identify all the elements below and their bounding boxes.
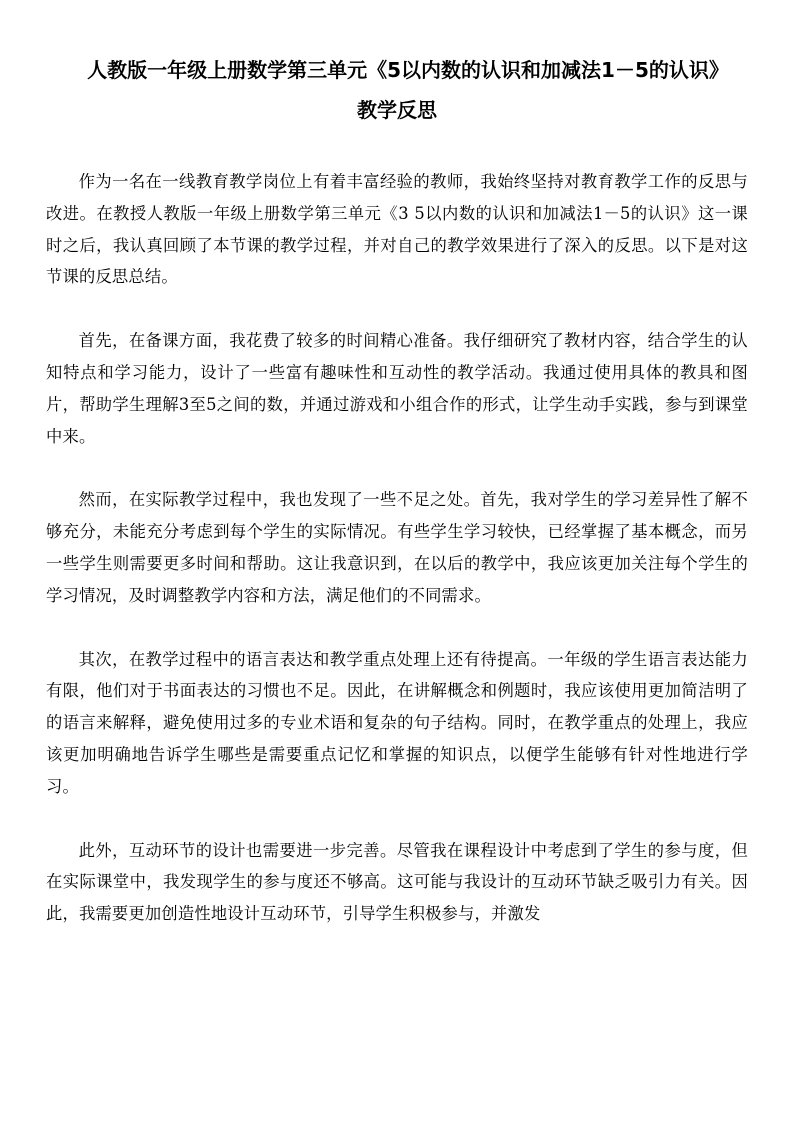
paragraph-shortcomings: 然而，在实际教学过程中，我也发现了一些不足之处。首先，我对学生的学习差异性了解不够充分，未能充分考虑到每个学生的实际情况。有些学生学习较快，已经掌握了基本概念，而另一些学生则需要更多时间和帮助。这让我意识到，在以后的教学中，我应该更加关注每个学生的学习情况，及时调整教学内容和方法，满足他们的不同需求。 [46, 490, 748, 605]
paragraph-preparation: 首先，在备课方面，我花费了较多的时间精心准备。我仔细研究了教材内容，结合学生的认知特点和学习能力，设计了一些富有趣味性和互动性的教学活动。我通过使用具体的教具和图片，帮助学生理解3至5之间的数，并通过游戏和小组合作的形式，让学生动手实践，参与到课堂中来。 [46, 331, 748, 446]
paragraph-intro: 作为一名在一线教育教学岗位上有着丰富经验的教师，我始终坚持对教育教学工作的反思与改进。在教授人教版一年级上册数学第三单元《3 5以内数的认识和加减法1－5的认识》这一课时之后，我认真回顾了本节课的教学过程，并对自己的教学效果进行了深入的反思。以下是对这节课的反思总结。 [46, 172, 748, 287]
title-line-2: 教学反思 [357, 98, 437, 122]
title-line-1: 人教版一年级上册数学第三单元《5以内数的认识和加减法1－5的认识》 [87, 58, 729, 82]
paragraph-language: 其次，在教学过程中的语言表达和教学重点处理上还有待提高。一年级的学生语言表达能力有限，他们对于书面表达的习惯也不足。因此，在讲解概念和例题时，我应该使用更加简洁明了的语言来解释，避免使用过多的专业术语和复杂的句子结构。同时，在教学重点的处理上，我应该更加明确地告诉学生哪些是需要重点记忆和掌握的知识点，以便学生能够有针对性地进行学习。 [46, 649, 748, 796]
document-title [46, 50, 748, 130]
document-body [46, 166, 748, 930]
paragraph-interaction: 此外，互动环节的设计也需要进一步完善。尽管我在课程设计中考虑到了学生的参与度，但在实际课堂中，我发现学生的参与度还不够高。这可能与我设计的互动环节缺乏吸引力有关。因此，我需要更加创造性地设计互动环节，引导学生积极参与，并激发 [46, 840, 748, 924]
